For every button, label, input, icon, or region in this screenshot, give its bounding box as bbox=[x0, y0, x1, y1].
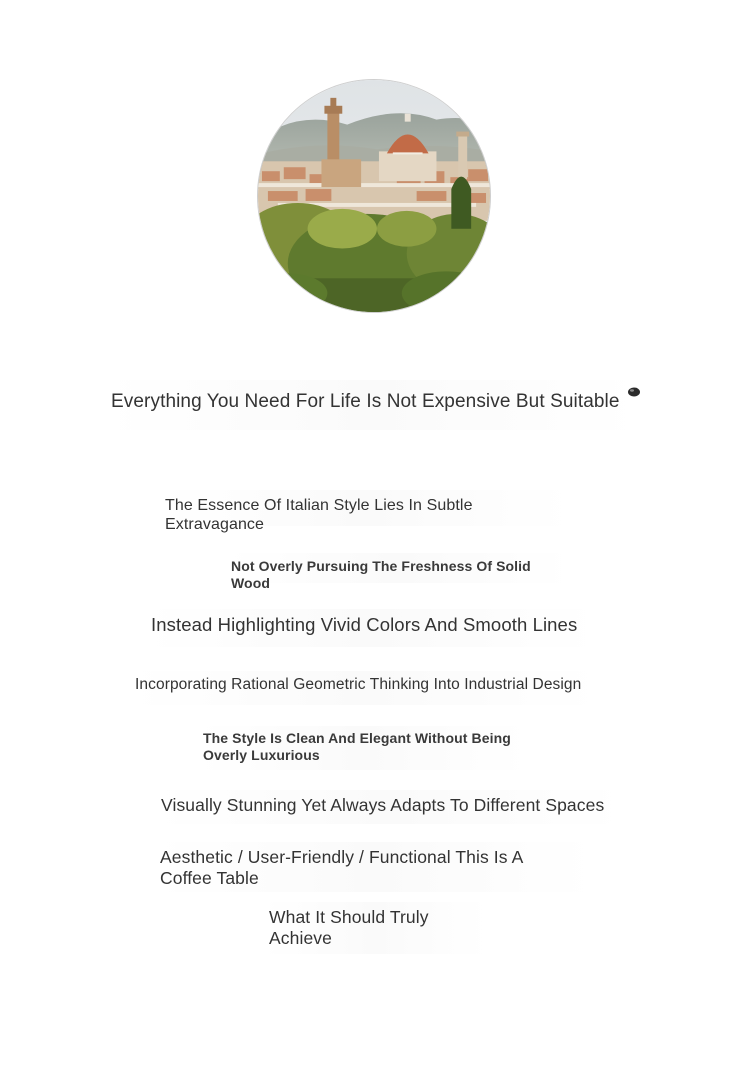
text-visually-stunning: Visually Stunning Yet Always Adapts To Different Spaces bbox=[155, 790, 625, 824]
text-vivid-colors-smooth-lines: Instead Highlighting Vivid Colors And Smooth Lines bbox=[144, 609, 599, 647]
text-clean-elegant-style: The Style Is Clean And Elegant Without Being Overly Luxurious bbox=[198, 726, 528, 770]
headline-everything-you-need: Everything You Need For Life Is Not Expensive But Suitable bbox=[104, 380, 640, 430]
hero-city-photo bbox=[257, 79, 491, 313]
text-geometric-thinking: Incorporating Rational Geometric Thinking Into Industrial Design bbox=[130, 671, 600, 705]
text-coffee-table-description: Aesthetic / User-Friendly / Functional This Is A Coffee Table bbox=[155, 842, 595, 892]
text-what-it-should-achieve: What It Should Truly Achieve bbox=[263, 902, 488, 954]
text-italian-style-essence: The Essence Of Italian Style Lies In Subtle Extravagance bbox=[160, 490, 572, 526]
florence-skyline-illustration bbox=[258, 80, 490, 312]
small-dark-stone-icon bbox=[627, 386, 641, 398]
text-solid-wood-freshness: Not Overly Pursuing The Freshness Of Solid Wood bbox=[226, 553, 571, 583]
